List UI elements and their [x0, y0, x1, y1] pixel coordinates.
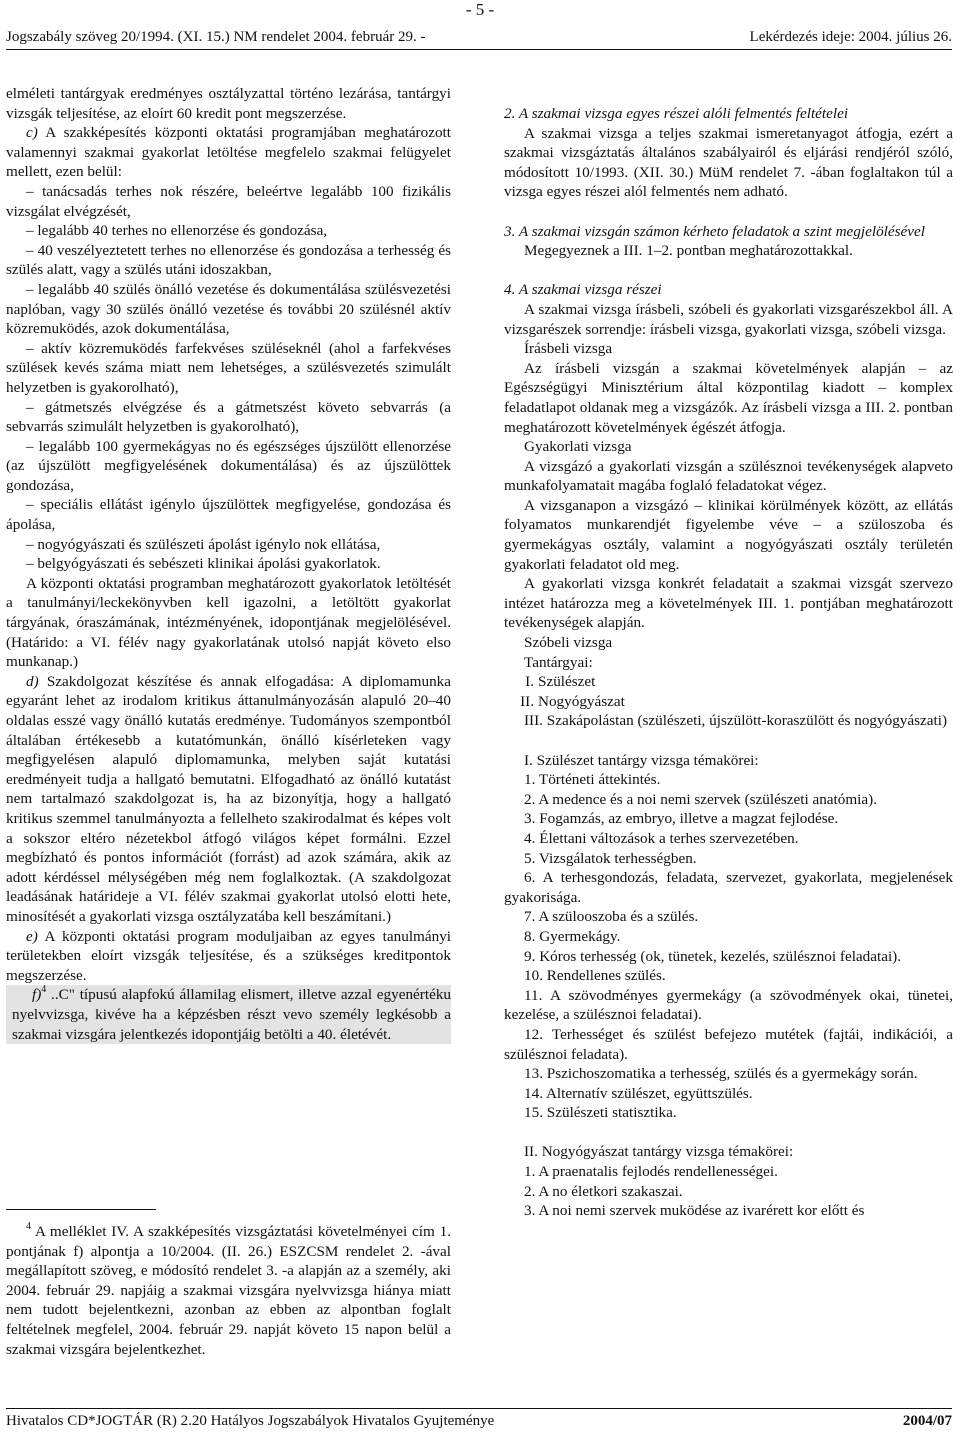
list-item: 3. A noi nemi szervek muködése az ivarérett kor előtt és: [524, 1202, 865, 1220]
list-item: 13. Pszichoszomatika a terhesség, szülés és a gyermekágy során.: [524, 1065, 918, 1083]
page-number: - 5 -: [465, 0, 495, 19]
list-item: 11. A szövodményes gyermekágy (a szövodmények okai, tünetei, kezelése, a szülésznoi feladatai).: [504, 986, 953, 1024]
point-c: [6, 123, 451, 182]
point-f-label: f): [32, 986, 42, 1004]
oral-exam-title: Szóbeli vizsga: [524, 634, 613, 652]
dash-item: – tanácsadás terhes nok részére, beleértve legalább 100 fizikális vizsgálat elvégzését,: [6, 182, 451, 220]
practical-exam-title: Gyakorlati vizsga: [524, 438, 632, 456]
topics-1-list: [504, 770, 953, 1123]
point-d-label: d): [26, 672, 39, 690]
subjects-title: Tantárgyai:: [524, 653, 593, 671]
section-4-text: A szakmai vizsga írásbeli, szóbeli és gyakorlati vizsgarészekbol áll. A vizsgarészek sorrendje: írásbeli vizsga, gyakorlati vizsga, szóbeli vizsga.: [504, 300, 953, 338]
point-d: [6, 672, 451, 927]
list-item: 7. A szülooszoba és a szülés.: [524, 908, 699, 926]
header-source: Jogszabály szöveg 20/1994. (XI. 15.) NM rendelet 2004. február 29. -: [6, 29, 426, 45]
list-item: III. Szakápolástan (szülészeti, újszülött-koraszülött és nogyógyászati): [524, 712, 948, 730]
point-e-label: e): [26, 927, 38, 945]
paragraph-central-program: A központi oktatási programban meghatározott gyakorlatok letöltését a tanulmányi/leckekönyvben kell igazolni, a letöltött gyakorlat tárgyának, óraszámának, intézményének, idopontjának megjelölésével. (Határido: a VI. félév nagy gyakorlatának utolsó napját követo elso munkanap.): [6, 574, 451, 671]
list-item: 4. Élettani változások a terhes szervezetében.: [524, 829, 799, 847]
footer-edition: 2004/07: [902, 1413, 952, 1429]
practical-exam-text: A vizsgázó a gyakorlati vizsgán a szülésznoi tevékenységek alapveto munkafolyamatait magába foglaló feladatokat végez.: [504, 457, 953, 495]
section-2-text: A szakmai vizsga a teljes szakmai ismeretanyagot átfogja, ezért a szakmai vizsgáztatás általános szabályairól és eljárási rendjéról szóló, módosított 10/1993. (XII. 30.) MüM rendelet 7. -ában foglaltakon túl a vizsga egyes részei alól felmentés nem adható.: [504, 124, 953, 201]
topics-1-title: I. Szülészet tantárgy vizsga témakörei:: [524, 751, 759, 769]
right-column: [504, 104, 953, 1221]
footer-source: Hivatalos CD*JOGTÁR (R) 2.20 Hatályos Jogszabályok Hivatalos Gyujteménye: [6, 1413, 495, 1429]
footnote-ref[interactable]: 4: [41, 984, 47, 996]
dash-item: – legalább 40 szülés önálló vezetése és dokumentálása szülésvezetési naplóban, vagy 30 szülés önálló vezetése és további 20 szülésnél aktív közremuködés, azok dokumentálása,: [6, 280, 451, 338]
left-column: [6, 84, 451, 1044]
list-item: 12. Terhességet és szülést befejezo mutétek (fajtái, indikációi, a szülésznoi feladata).: [504, 1025, 953, 1063]
footnote-number: 4: [26, 1221, 31, 1232]
list-item: 1. A praenatalis fejlodés rendellenességei.: [524, 1163, 778, 1181]
dash-list: [6, 182, 451, 574]
point-e-text: A központi oktatási program moduljaiban az egyes tanulmányi területekben eloírt vizsgák teljesítése, és a szükséges kreditpontok megszerzése.: [6, 927, 452, 984]
header-query-date: Lekérdezés ideje: 2004. július 26.: [749, 29, 952, 45]
dash-item: – gátmetszés elvégzése és a gátmetszést követo sebvarrás (a sebvarrás szimulált helyzetben is gyakorolható),: [6, 398, 451, 436]
dash-item: – aktív közremuködés farfekvéses szüléseknél (ahol a farfekvéses szülések kevés száma miatt nem lehetséges, a szülésvezetés szimulált helyzetben is gyakorolható),: [6, 339, 451, 396]
point-e: [6, 927, 451, 986]
list-item: 2. A medence és a noi nemi szervek (szülészeti anatómia).: [524, 790, 877, 808]
list-item: 10. Rendellenes szülés.: [524, 967, 666, 985]
list-item: 1. Történeti áttekintés.: [524, 771, 661, 789]
list-item: 6. A terhesgondozás, feladata, szervezet, gyakorlata, megjelenések gyakorisága.: [504, 869, 953, 906]
practical-exam-text: A gyakorlati vizsga konkrét feladatait a szakmai vizsgát szervezo intézet határozza meg a követelmények III. 1. pontjában meghatározott tevékenységek alapján.: [504, 575, 953, 632]
list-item: 5. Vizsgálatok terhességben.: [524, 849, 697, 867]
point-c-text: A szakképesítés központi oktatási programjában meghatározott valamennyi szakmai gyakorlat letöltése megfelelo szakmai felügyelet mellett, ezen belül:: [6, 124, 451, 181]
dash-item: – 40 veszélyeztetett terhes no ellenorzése és gondozása a terhesség és szülés alatt, vagy a szülés utáni idoszakban,: [6, 241, 451, 279]
topics-2-title: II. Nogyógyászat tantárgy vizsga témakörei:: [524, 1143, 794, 1161]
list-item: 15. Szülészeti statisztika.: [524, 1104, 677, 1122]
written-exam-title: Írásbeli vizsga: [524, 340, 613, 358]
point-c-label: c): [26, 124, 38, 142]
point-f: [6, 985, 451, 1044]
page-footer: [6, 1408, 952, 1433]
dash-item: – legalább 40 terhes no ellenorzése és gondozása,: [26, 222, 328, 240]
section-4-heading: 4. A szakmai vizsga részei: [504, 281, 662, 299]
list-item: 14. Alternatív szülészet, együttszülés.: [524, 1084, 753, 1102]
point-f-text: ..C" típusú alapfokú államilag elismert, illetve azzal egyenértéku nyelvvizsga, kivéve ha a képzésben részt vevo személy legkésobb a szakmai vizsgára jelentkezés idopontjáig betölti a 40. életévét.: [12, 986, 452, 1043]
dash-item: – speciális ellátást igénylo újszülöttek megfigyelése, gondozása és ápolása,: [6, 496, 452, 534]
section-2-heading: 2. A szakmai vizsga egyes részei alóli felmentés feltételei: [504, 105, 849, 122]
section-3-heading: 3. A szakmai vizsgán számon kérheto feladatok a szint megjelölésével: [504, 222, 925, 240]
point-d-text: Szakdolgozat készítése és annak elfogadása: A diplomamunka egyaránt lehet az irodalom kritikus áttanulmányozásán alapuló 20–40 oldalas esszé vagy önálló kutatás eredménye. Tudományos szempontból általában értékesebb a kutatómunkán, önálló kísérleteken vagy megfigyelésen alapuló diplomamunka, melyben saját kutatási eredményeit tudja a hallgató bemutatni. Elfogadható az önálló kutatást nem tartalmazó szakdolgozat is, ha az bizonyítja, hogy a hallgató kritikus szemmel tanulmányozta a fellelheto szakirodalmat és képes volt a sokszor eltéro nézetekbol átfogó világos képet formálni. Ezzel megbízható és pontos információt (forrást) ad azok számára, akik az adott kérdéssel mélységében még nem foglalkoztak. (A szakdolgozat leadásának határideje a VI. félév szakmai gyakorlat utolsó elotti hete, minosítését a gyakorlati vizsga osztályzatába kell beszámítani.): [6, 672, 452, 925]
dash-item: – legalább 100 gyermekágyas no és egészséges újszülött ellenorzése (az újszülött megfigyelésének dokumentálása) és az újszülöttek gondozása,: [6, 437, 452, 494]
footnote-text: A melléklet IV. A szakképesítés vizsgáztatási követelményei cím 1. pontjának f) alpontja a 10/2004. (II. 26.) ESZCSM rendelet 2. -ával megállapított szöveg, e módosító rendelet 3. -a alapján az a személy, aki 2004. február 29. napjáig a szakmai vizsgára nyelvvizsga hiánya miatt nem tudott bejelentkezni, azonban az ebben az alpontban foglalt feltételnek megfelel, 2004. február 29. napját követo 15 napon belül a szakmai vizsgára bejelentkezhet.: [6, 1223, 451, 1358]
topics-2-list: [504, 1162, 953, 1221]
section-3-text: Megegyeznek a III. 1–2. pontban meghatározottakkal.: [524, 242, 853, 260]
written-exam-text: Az írásbeli vizsgán a szakmai követelmények alapján – az Egészségügyi Minisztérium által központilag kiadott – komplex feladatlapot oldanak meg a vizsgázók. Az írásbeli vizsga a III. 2. pontban meghatározott követelmények égészét átfogja.: [504, 359, 953, 436]
list-item: 2. A no életkori szakaszai.: [524, 1182, 683, 1200]
list-item: 3. Fogamzás, az embryo, illetve a magzat fejlodése.: [524, 810, 839, 828]
dash-item: – belgyógyászati és sebészeti klinikai ápolási gyakorlatok.: [26, 555, 381, 573]
subjects-list: [504, 672, 953, 731]
list-item: II. Nogyógyászat: [520, 692, 625, 710]
footnote: [6, 1222, 451, 1359]
list-item: 9. Kóros terhesség (ok, tünetek, kezelés, szülésznoi feladatai).: [524, 947, 902, 965]
footnote-rule: [6, 1209, 156, 1210]
dash-item: – nogyógyászati és szülészeti ápolást igénylo nok ellátása,: [26, 535, 381, 553]
practical-exam-text: A vizsganapon a vizsgázó – klinikai körülmények között, az ellátás folyamatos munkarendjét figyelembe véve – a szüloszoba és gyermekágyas osztály, valamint a nogyógyászati osztály területén gyakorlati feladatot old meg.: [504, 496, 953, 573]
list-item: I. Szülészet: [525, 673, 596, 691]
page-header: [6, 27, 952, 50]
list-item: 8. Gyermekágy.: [524, 927, 621, 945]
paragraph-theory: elméleti tantárgyak eredményes osztályzattal történo lezárása, tantárgyi vizsgák teljesítése, az eloírt 60 kredit pont megszerzése.: [6, 85, 451, 122]
